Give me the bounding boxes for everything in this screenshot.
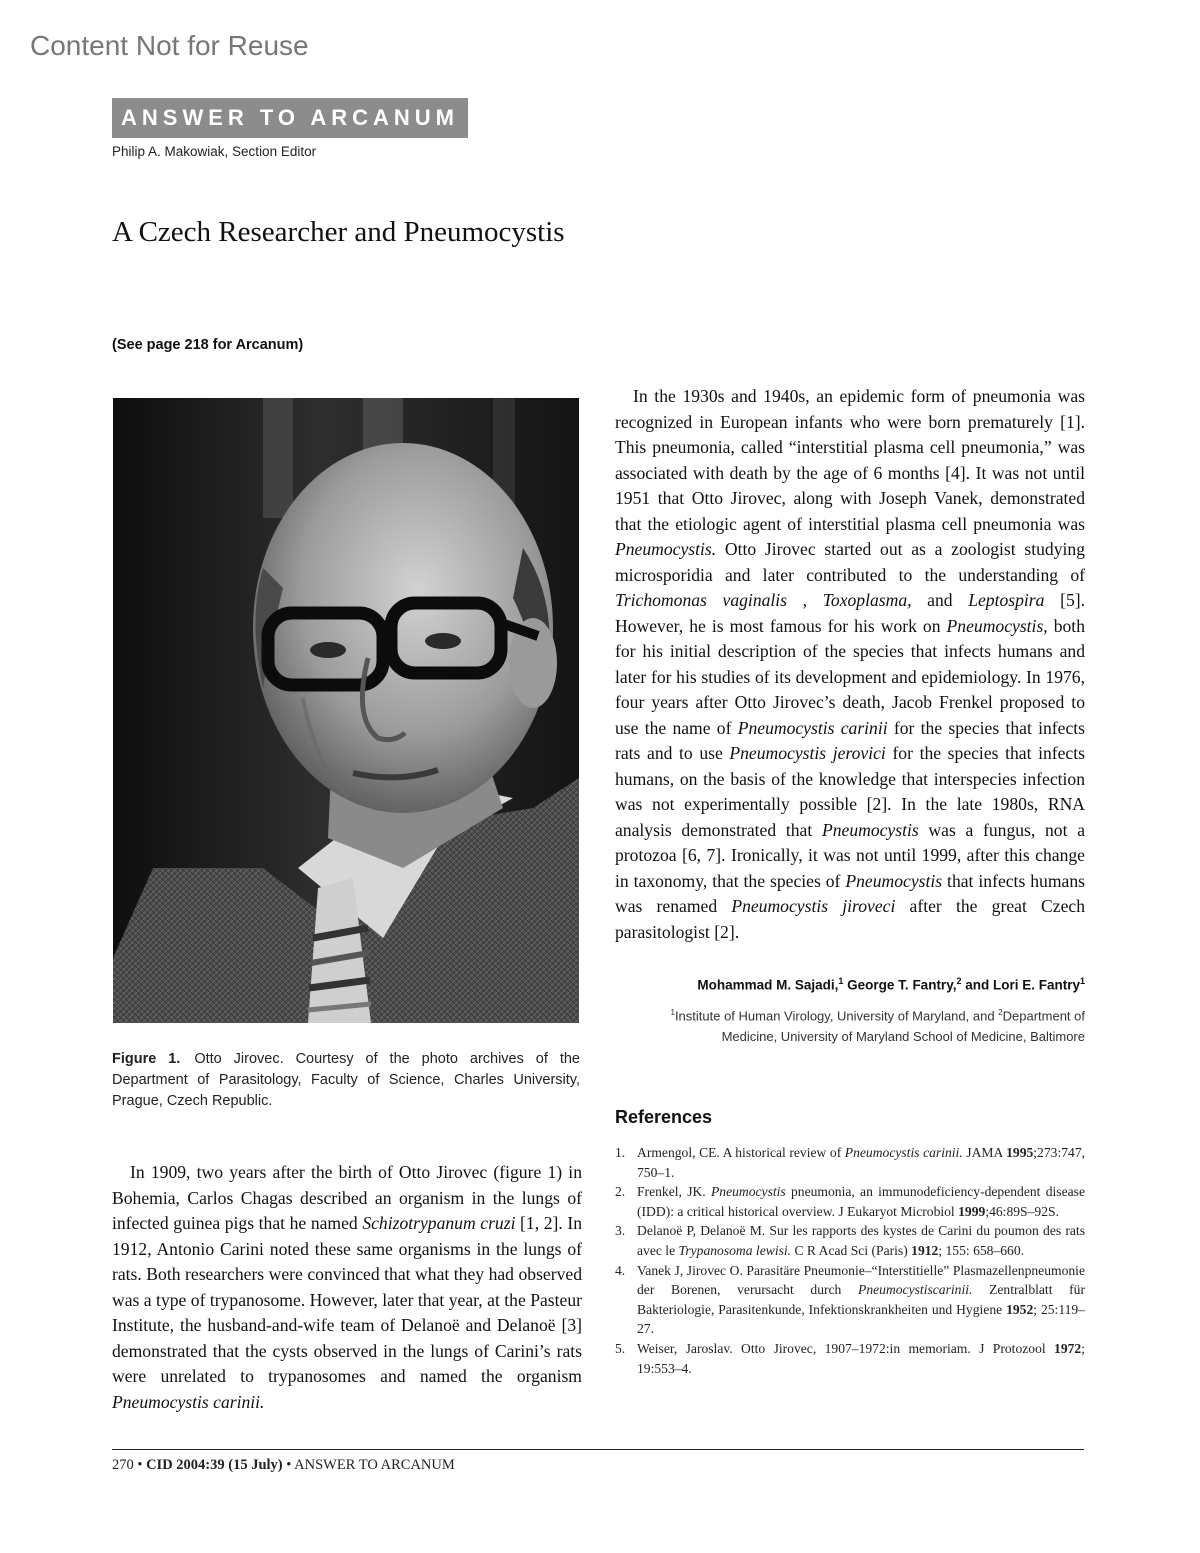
text-run: ; 25:119–27. (637, 1301, 1085, 1337)
journal-citation: CID 2004:39 (146, 1457, 225, 1473)
bold-text: 1912 (911, 1242, 939, 1258)
text-run: both for his initial description of the species that infects humans and later for his studies of its development and epidemiology. In 1976, four years after Otto Jirovec’s death, Jacob Frenkel proposed to use the name of (615, 615, 1085, 738)
reference-number: 2. (615, 1184, 626, 1200)
text-run: ; 19:553–4. (637, 1340, 1085, 1376)
author-affiliation (645, 1002, 1085, 1047)
affiliation-marker: 1 (1079, 976, 1085, 986)
bold-text: 1972 (1054, 1340, 1082, 1356)
affiliation-text: Department of Medicine, University of Maryland School of Medicine, Baltimore (721, 1008, 1085, 1045)
reference-item (615, 1339, 1085, 1378)
reference-text (637, 1261, 1085, 1339)
watermark: Content Not for Reuse (30, 30, 309, 61)
figure-caption-text: Otto Jirovec. Courtesy of the photo archives of the Department of Parasitology, Faculty of Science, Charles University, Prague, Czech Republic. (112, 1051, 580, 1109)
italic-text: Pneumocystis (845, 870, 943, 891)
italic-text: Pneumocystis (821, 819, 919, 840)
italic-text: Pneumocystis jerovici (729, 743, 886, 763)
affiliation-marker: 2 (956, 976, 962, 986)
text-run: [5]. However, he is most famous for his work on (615, 590, 1086, 636)
reference-item (615, 1143, 1085, 1182)
reference-text (637, 1182, 1085, 1221)
italic-text: Pneumocystis carinii. (844, 1145, 963, 1160)
text-run: ; 155: 658–660. (938, 1242, 1025, 1258)
text-run: Zentralblatt für Bakteriologie, Parasitenkunde, Infektionskrankheiten und Hygiene (637, 1282, 1085, 1317)
text-run: Vanek J, Jirovec O. Parasitäre Pneumonie–“Interstitielle” Plasmazellenpneumonie der Borenen, verursacht durch (637, 1262, 1085, 1298)
italic-text: Trypanosoma lewisi. (678, 1242, 792, 1258)
italic-text: Schizotrypanum cruzi (362, 1213, 516, 1233)
text-run: for the species that infects humans, on the basis of the knowledge that interspecies infection was not experimentally possible [2]. In the late 1980s, RNA analysis demonstrated that (615, 743, 1085, 840)
text-run: ;46:89S–92S. (985, 1203, 1059, 1219)
author-name: and Lori E. Fantry (961, 977, 1080, 993)
text-run: In 1909, two years after the birth of Otto Jirovec (figure 1) in Bohemia, Carlos Chagas described an organism in the lungs of infected guinea pigs that he named (112, 1162, 582, 1233)
body-paragraph-left (112, 1160, 582, 1415)
reference-list (615, 1143, 1085, 1378)
reference-number: 4. (615, 1262, 626, 1278)
affiliation-marker: 1 (838, 976, 844, 986)
references-heading: References (615, 1107, 713, 1127)
text-run: was a fungus, not a protozoa [6, 7]. Ironically, it was not until 1999, after this change in taxonomy, that the species of (615, 819, 1085, 891)
reference-text (637, 1221, 1085, 1260)
reference-item (615, 1221, 1085, 1260)
text-run: In the 1930s and 1940s, an epidemic form of pneumonia was recognized in European infants who were born prematurely [1]. This pneumonia, called “interstitial plasma cell pneumonia,” was associated with death by the age of 6 months [4]. It was not until 1951 that Otto Jirovec, along with Joseph Vanek, demonstrated that the etiologic agent of interstitial plasma cell pneumonia was (615, 386, 1085, 534)
italic-text: Pneumocystis, (946, 615, 1048, 636)
italic-text: Trichomonas vaginalis (615, 590, 788, 610)
reference-text (637, 1339, 1085, 1378)
italic-text: Pneumocystis (710, 1184, 786, 1200)
text-run: Weiser, Jaroslav. Otto Jirovec, 1907–1972:in memoriam. J Protozool (637, 1340, 1055, 1356)
reference-number: 5. (615, 1340, 626, 1356)
reference-number: 3. (615, 1223, 626, 1239)
author-name: George T. Fantry, (843, 977, 957, 993)
page-footer (112, 1457, 455, 1474)
text-run: ;273:747, 750–1. (637, 1145, 1086, 1180)
bold-text: 1999 (958, 1203, 986, 1219)
footer-divider (112, 1449, 1084, 1450)
page-number: 270 (112, 1457, 134, 1473)
italic-text: Pneumocystis carinii (737, 717, 888, 738)
italic-text: Pneumocystiscarinii. (858, 1282, 973, 1298)
issue-date: (15 July) (228, 1457, 283, 1473)
author-list (697, 976, 1085, 993)
reference-text (637, 1143, 1085, 1182)
text-run: pneumonia, an immunodeficiency-dependent disease (IDD): a critical historical overview. J Eukaryot Microbiol (637, 1184, 1085, 1219)
author-name: Mohammad M. Sajadi, (697, 977, 839, 993)
bold-text: 1952 (1006, 1301, 1034, 1317)
article-title: A Czech Researcher and Pneumocystis (112, 216, 565, 248)
bold-text: 1995 (1006, 1145, 1034, 1160)
italic-text: Pneumocystis jiroveci (731, 896, 896, 916)
text-run: Otto Jirovec started out as a zoologist studying microsporidia and later contributed to the understanding of (615, 539, 1085, 585)
section-editor: Philip A. Makowiak, Section Editor (112, 144, 317, 159)
text-run: and (911, 590, 969, 610)
text-run: for the species that infects rats and to use (615, 717, 1085, 763)
text-run: Armengol, CE. A historical review of (637, 1145, 845, 1160)
text-run: C R Acad Sci (Paris) (791, 1242, 912, 1258)
portrait-photo (113, 398, 579, 1023)
italic-text: Pneumocystis. (615, 539, 717, 559)
text-run: JAMA (962, 1145, 1007, 1160)
text-run: Frenkel, JK. (637, 1184, 711, 1200)
affiliation-marker: 2 (998, 1008, 1003, 1017)
italic-text: Leptospira (968, 590, 1045, 610)
figure-caption (112, 1049, 580, 1112)
footer-bullet: • (137, 1457, 143, 1473)
text-run: Delanoë P, Delanoë M. Sur les rapports des kystes de Carini du poumon des rats avec le (637, 1223, 1085, 1258)
text-run: after the great Czech parasitologist [2]. (615, 896, 1085, 942)
section-banner: ANSWER TO ARCANUM (112, 98, 468, 138)
affiliation-marker: 1 (670, 1008, 675, 1017)
footer-bullet: • (286, 1457, 292, 1473)
italic-text: Pneumocystis carinii. (112, 1391, 265, 1412)
text-run: [1, 2]. In 1912, Antonio Carini noted these same organisms in the lungs of rats. Both researchers were convinced that what they had observed was a type of trypanosome. However, later that year, at the Pasteur Institute, the husband-and-wife team of Delanoë and Delanoë [3] demonstrated that the cysts observed in the lungs of Carini’s rats were unrelated to trypanosomes and named the organism (112, 1213, 583, 1386)
text-run: , (787, 590, 823, 610)
reference-number: 1. (615, 1145, 626, 1160)
figure-label: Figure 1. (112, 1051, 181, 1067)
arcanum-reference-note: (See page 218 for Arcanum) (112, 337, 304, 353)
reference-item (615, 1182, 1085, 1221)
text-run: that infects humans was renamed (615, 870, 1085, 916)
affiliation-text: Institute of Human Virology, University of Maryland, and (674, 1008, 999, 1024)
reference-item (615, 1261, 1085, 1339)
footer-section: ANSWER TO ARCANUM (294, 1457, 455, 1473)
body-paragraph-right (615, 384, 1085, 945)
italic-text: Toxoplasma, (822, 590, 912, 610)
